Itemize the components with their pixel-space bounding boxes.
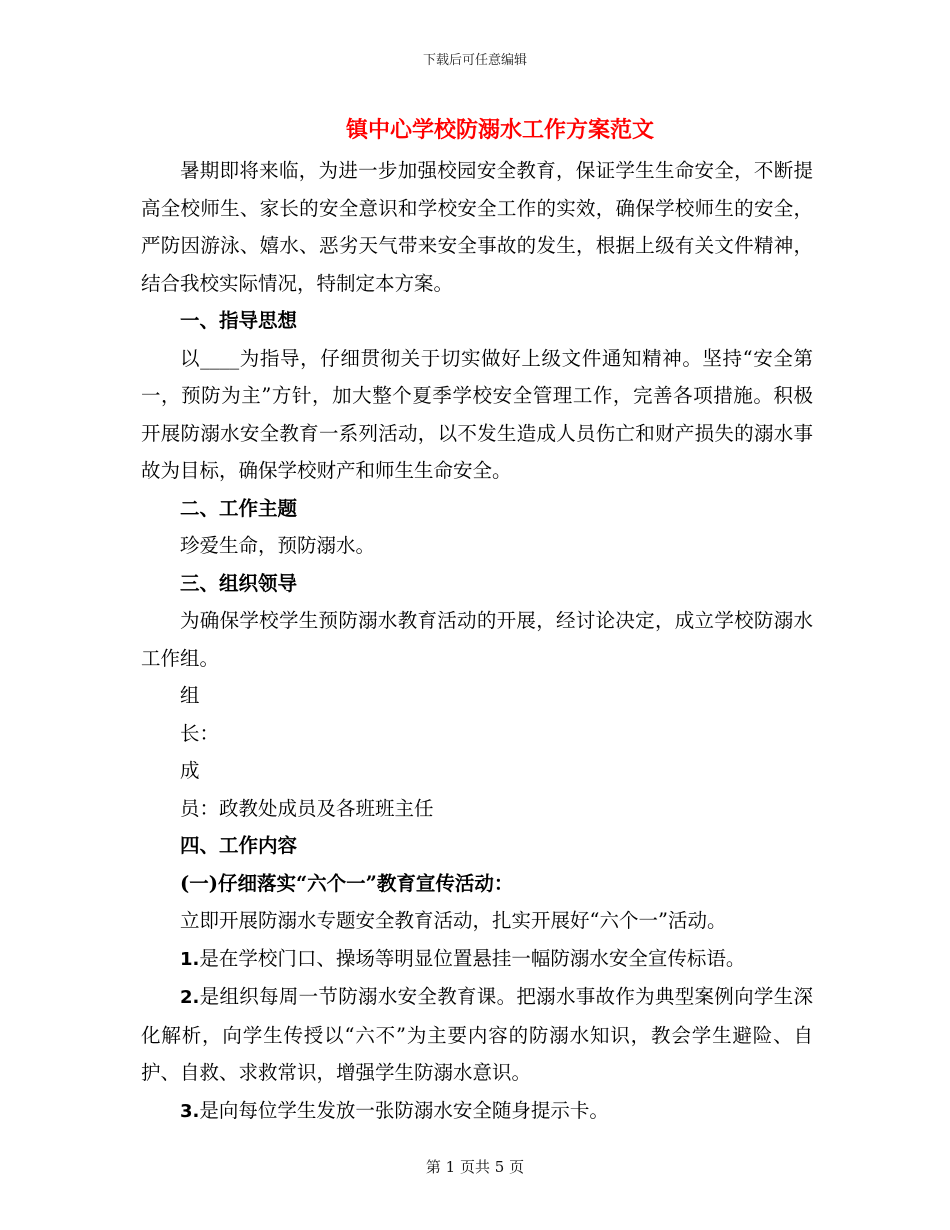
organization-paragraph: 为确保学校学生预防溺水教育活动的开展，经讨论决定，成立学校防溺水工作组。	[141, 609, 813, 670]
group-leader-line-1: 组	[180, 684, 200, 707]
list-item-text: 是组织每周一节防溺水安全教育课。把溺水事故作为典型案例向学生深化解析，向学生传授以“六不”为主要内容的防溺水知识，教会学生避险、自护、自救、求救常识，增强学生防溺水意识。	[141, 985, 813, 1084]
section-heading-work-content: 四、工作内容	[180, 834, 298, 857]
list-item-number: 3.	[180, 1100, 200, 1122]
list-item-3	[141, 1092, 813, 1131]
list-item-1	[141, 940, 813, 979]
document-title: 镇中心学校防溺水工作方案范文	[345, 117, 654, 143]
guiding-ideology-paragraph: 以____为指导，仔细贯彻关于切实做好上级文件通知精神。坚持“安全第一，预防为主”方针，加大整个夏季学校安全管理工作，完善各项措施。积极开展防溺水安全教育一系列活动，以不发生造成人员伤亡和财产损失的溺水事故为目标，确保学校财产和师生生命安全。	[141, 346, 813, 482]
intro-paragraph: 暑期即将来临，为进一步加强校园安全教育，保证学生生命安全，不断提高全校师生、家长的安全意识和学校安全工作的实效，确保学校师生的安全，严防因游泳、嬉水、恶劣天气带来安全事故的发生，根据上级有关文件精神，结合我校实际情况，特制定本方案。	[141, 159, 813, 295]
list-item-text: 是在学校门口、操场等明显位置悬挂一幅防溺水安全宣传标语。	[199, 946, 746, 970]
section-heading-work-theme: 二、工作主题	[180, 496, 298, 520]
page-header-note: 下载后可任意编辑	[422, 53, 527, 68]
list-item-text: 是向每位学生发放一张防溺水安全随身提示卡。	[199, 1098, 609, 1122]
list-item-2	[141, 978, 813, 1092]
section-heading-organization: 三、组织领导	[180, 571, 298, 595]
group-member-line-2: 员：政教处成员及各班班主任	[180, 796, 434, 820]
group-member-line-1: 成	[180, 759, 200, 782]
list-item-number: 1.	[180, 948, 200, 970]
group-leader-line-2: 长：	[180, 721, 220, 745]
document-body	[141, 152, 813, 1130]
page-number-footer: 第 1 页共 5 页	[425, 1158, 525, 1176]
section-heading-guiding-ideology: 一、指导思想	[180, 309, 298, 332]
list-item-number: 2.	[180, 987, 200, 1008]
work-theme-paragraph: 珍爱生命，预防溺水。	[180, 534, 376, 557]
subsection-heading-six-ones: (一)仔细落实“六个一”教育宣传活动：	[180, 871, 514, 895]
six-ones-paragraph: 立即开展防溺水专题安全教育活动，扎实开展好“六个一”活动。	[180, 909, 727, 932]
